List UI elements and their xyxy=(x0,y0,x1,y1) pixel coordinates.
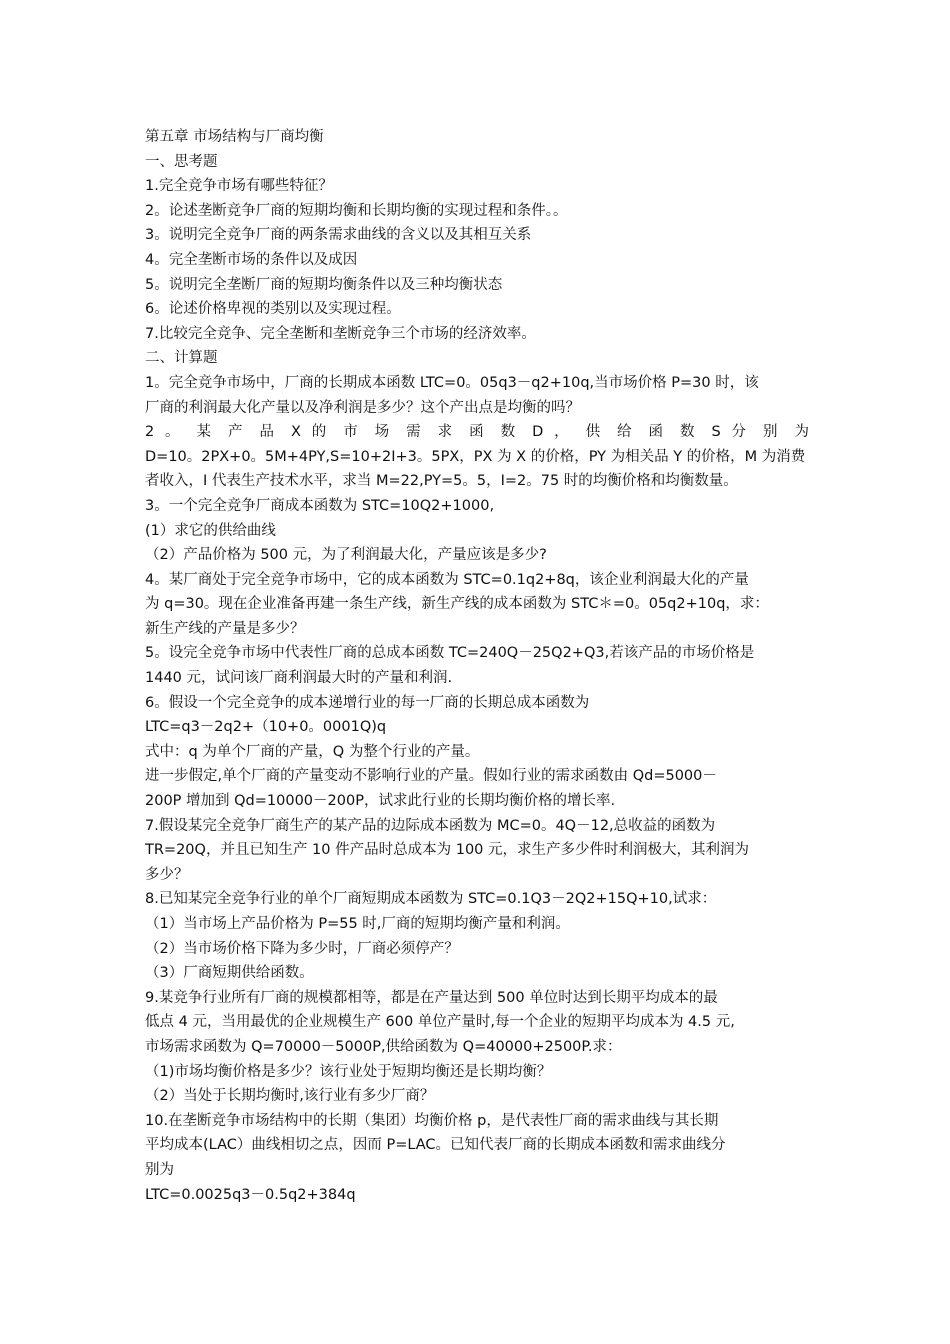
problem-4-line-2: 为 q=30。现在企业准备再建一条生产线，新生产线的成本函数为 STC＊=0。05q2+10q，求： xyxy=(145,596,769,613)
problem-2-line-2: D=10。2PX+0。5M+4PY,S=10+2I+3。5PX，PX 为 X 的价格，PY 为相关品 Y 的价格，M 为消费 xyxy=(145,448,806,465)
question-2: 2。论述垄断竞争厂商的短期均衡和长期均衡的实现过程和条件。。 xyxy=(145,202,568,219)
problem-6-line-3: 式中：q 为单个厂商的产量，Q 为整个行业的产量。 xyxy=(145,743,480,760)
problem-1-line-2: 厂商的利润最大化产量以及净利润是多少？这个产出点是均衡的吗？ xyxy=(145,399,580,416)
question-1: 1.完全竞争市场有哪些特征？ xyxy=(145,178,333,195)
problem-1-line-1: 1。完全竞争市场中，厂商的长期成本函数 LTC=0。05q3－q2+10q,当市场价格 P=30 时，该 xyxy=(145,374,759,391)
document-body xyxy=(145,125,809,1207)
section-heading-questions: 一、思考题 xyxy=(145,153,218,170)
question-4: 4。完全垄断市场的条件以及成因 xyxy=(145,251,358,268)
problem-8-line-1: 8.已知某完全竞争行业的单个厂商短期成本函数为 STC=0.1Q3－2Q2+15Q+10,试求： xyxy=(145,891,717,908)
problem-10-line-3: 别为 xyxy=(145,1161,174,1178)
problem-7-line-2: TR=20Q，并且已知生产 10 件产品时总成本为 100 元，求生产多少件时利润极大，其利润为 xyxy=(145,842,750,859)
problem-9-line-1: 9.某竞争行业所有厂商的规模都相等，都是在产量达到 500 单位时达到长期平均成本的最 xyxy=(145,989,718,1006)
problem-3-line-1: 3。一个完全竞争厂商成本函数为 STC=10Q2+1000, xyxy=(145,497,495,514)
problem-6-line-4: 进一步假定,单个厂商的产量变动不影响行业的产量。假如行业的需求函数由 Qd=5000－ xyxy=(145,768,717,785)
problem-8-part-2: （2）当市场价格下降为多少时，厂商必须停产？ xyxy=(145,940,459,957)
problem-10-line-2: 平均成本(LAC）曲线相切之点，因而 P=LAC。已知代表厂商的长期成本函数和需求曲线分 xyxy=(145,1137,726,1154)
chapter-title: 第五章 市场结构与厂商均衡 xyxy=(145,129,324,145)
problem-5-line-2: 1440 元，试问该厂商利润最大时的产量和利润. xyxy=(145,670,453,687)
question-3: 3。说明完全竞争厂商的两条需求曲线的含义以及其相互关系 xyxy=(145,227,532,244)
problem-9-part-2: （2）当处于长期均衡时,该行业有多少厂商？ xyxy=(145,1088,435,1105)
problem-7-line-3: 多少？ xyxy=(145,866,189,883)
problem-2-line-1: 2 。 某 产 品 X 的 市 场 需 求 函 数 D ， 供 给 函 数 S 分 别 为 xyxy=(145,424,809,441)
section-heading-calculations: 二、计算题 xyxy=(145,350,218,367)
problem-5-line-1: 5。设完全竞争市场中代表性厂商的总成本函数 TC=240Q－25Q2+Q3,若该产品的市场价格是 xyxy=(145,645,755,662)
problem-8-part-1: （1）当市场上产品价格为 P=55 时,厂商的短期均衡产量和利润。 xyxy=(145,916,570,932)
question-7: 7.比较完全竞争、完全垄断和垄断竞争三个市场的经济效率。 xyxy=(145,325,536,342)
problem-6-line-5: 200P 增加到 Qd=10000－200P，试求此行业的长期均衡价格的增长率. xyxy=(145,793,616,810)
question-6: 6。论述价格卑视的类别以及实现过程。 xyxy=(145,301,401,318)
problem-10-formula: LTC=0.0025q3－0.5q2+384q xyxy=(145,1186,356,1203)
problem-6-formula: LTC=q3－2q2+（10+0。0001Q)q xyxy=(145,719,387,736)
problem-10-line-1: 10.在垄断竞争市场结构中的长期（集团）均衡价格 p，是代表性厂商的需求曲线与其长期 xyxy=(145,1112,719,1129)
problem-3-part-2: （2）产品价格为 500 元，为了利润最大化，产量应该是多少? xyxy=(145,547,547,564)
problem-8-part-3: （3）厂商短期供给函数。 xyxy=(145,965,314,982)
problem-4-line-3: 新生产线的产量是多少？ xyxy=(145,620,305,637)
problem-3-part-1: (1）求它的供给曲线 xyxy=(145,522,276,539)
question-5: 5。说明完全垄断厂商的短期均衡条件以及三种均衡状态 xyxy=(145,276,503,293)
problem-9-part-1: （1)市场均衡价格是多少？该行业处于短期均衡还是长期均衡？ xyxy=(145,1063,552,1080)
problem-9-line-2: 低点 4 元，当用最优的企业规模生产 600 单位产量时,每一个企业的短期平均成本为 4.5 元, xyxy=(145,1014,735,1031)
problem-4-line-1: 4。某厂商处于完全竞争市场中，它的成本函数为 STC=0.1q2+8q，该企业利润最大化的产量 xyxy=(145,571,749,588)
problem-9-line-3: 市场需求函数为 Q=70000－5000P,供给函数为 Q=40000+2500P.求： xyxy=(145,1038,622,1055)
problem-6-line-1: 6。假设一个完全竞争的成本递增行业的每一厂商的长期总成本函数为 xyxy=(145,694,590,711)
problem-2-line-3: 者收入，I 代表生产技术水平，求当 M=22,PY=5。5，I=2。75 时的均衡价格和均衡数量。 xyxy=(145,473,738,490)
problem-7-line-1: 7.假设某完全竞争厂商生产的某产品的边际成本函数为 MC=0。4Q－12,总收益的函数为 xyxy=(145,817,716,834)
